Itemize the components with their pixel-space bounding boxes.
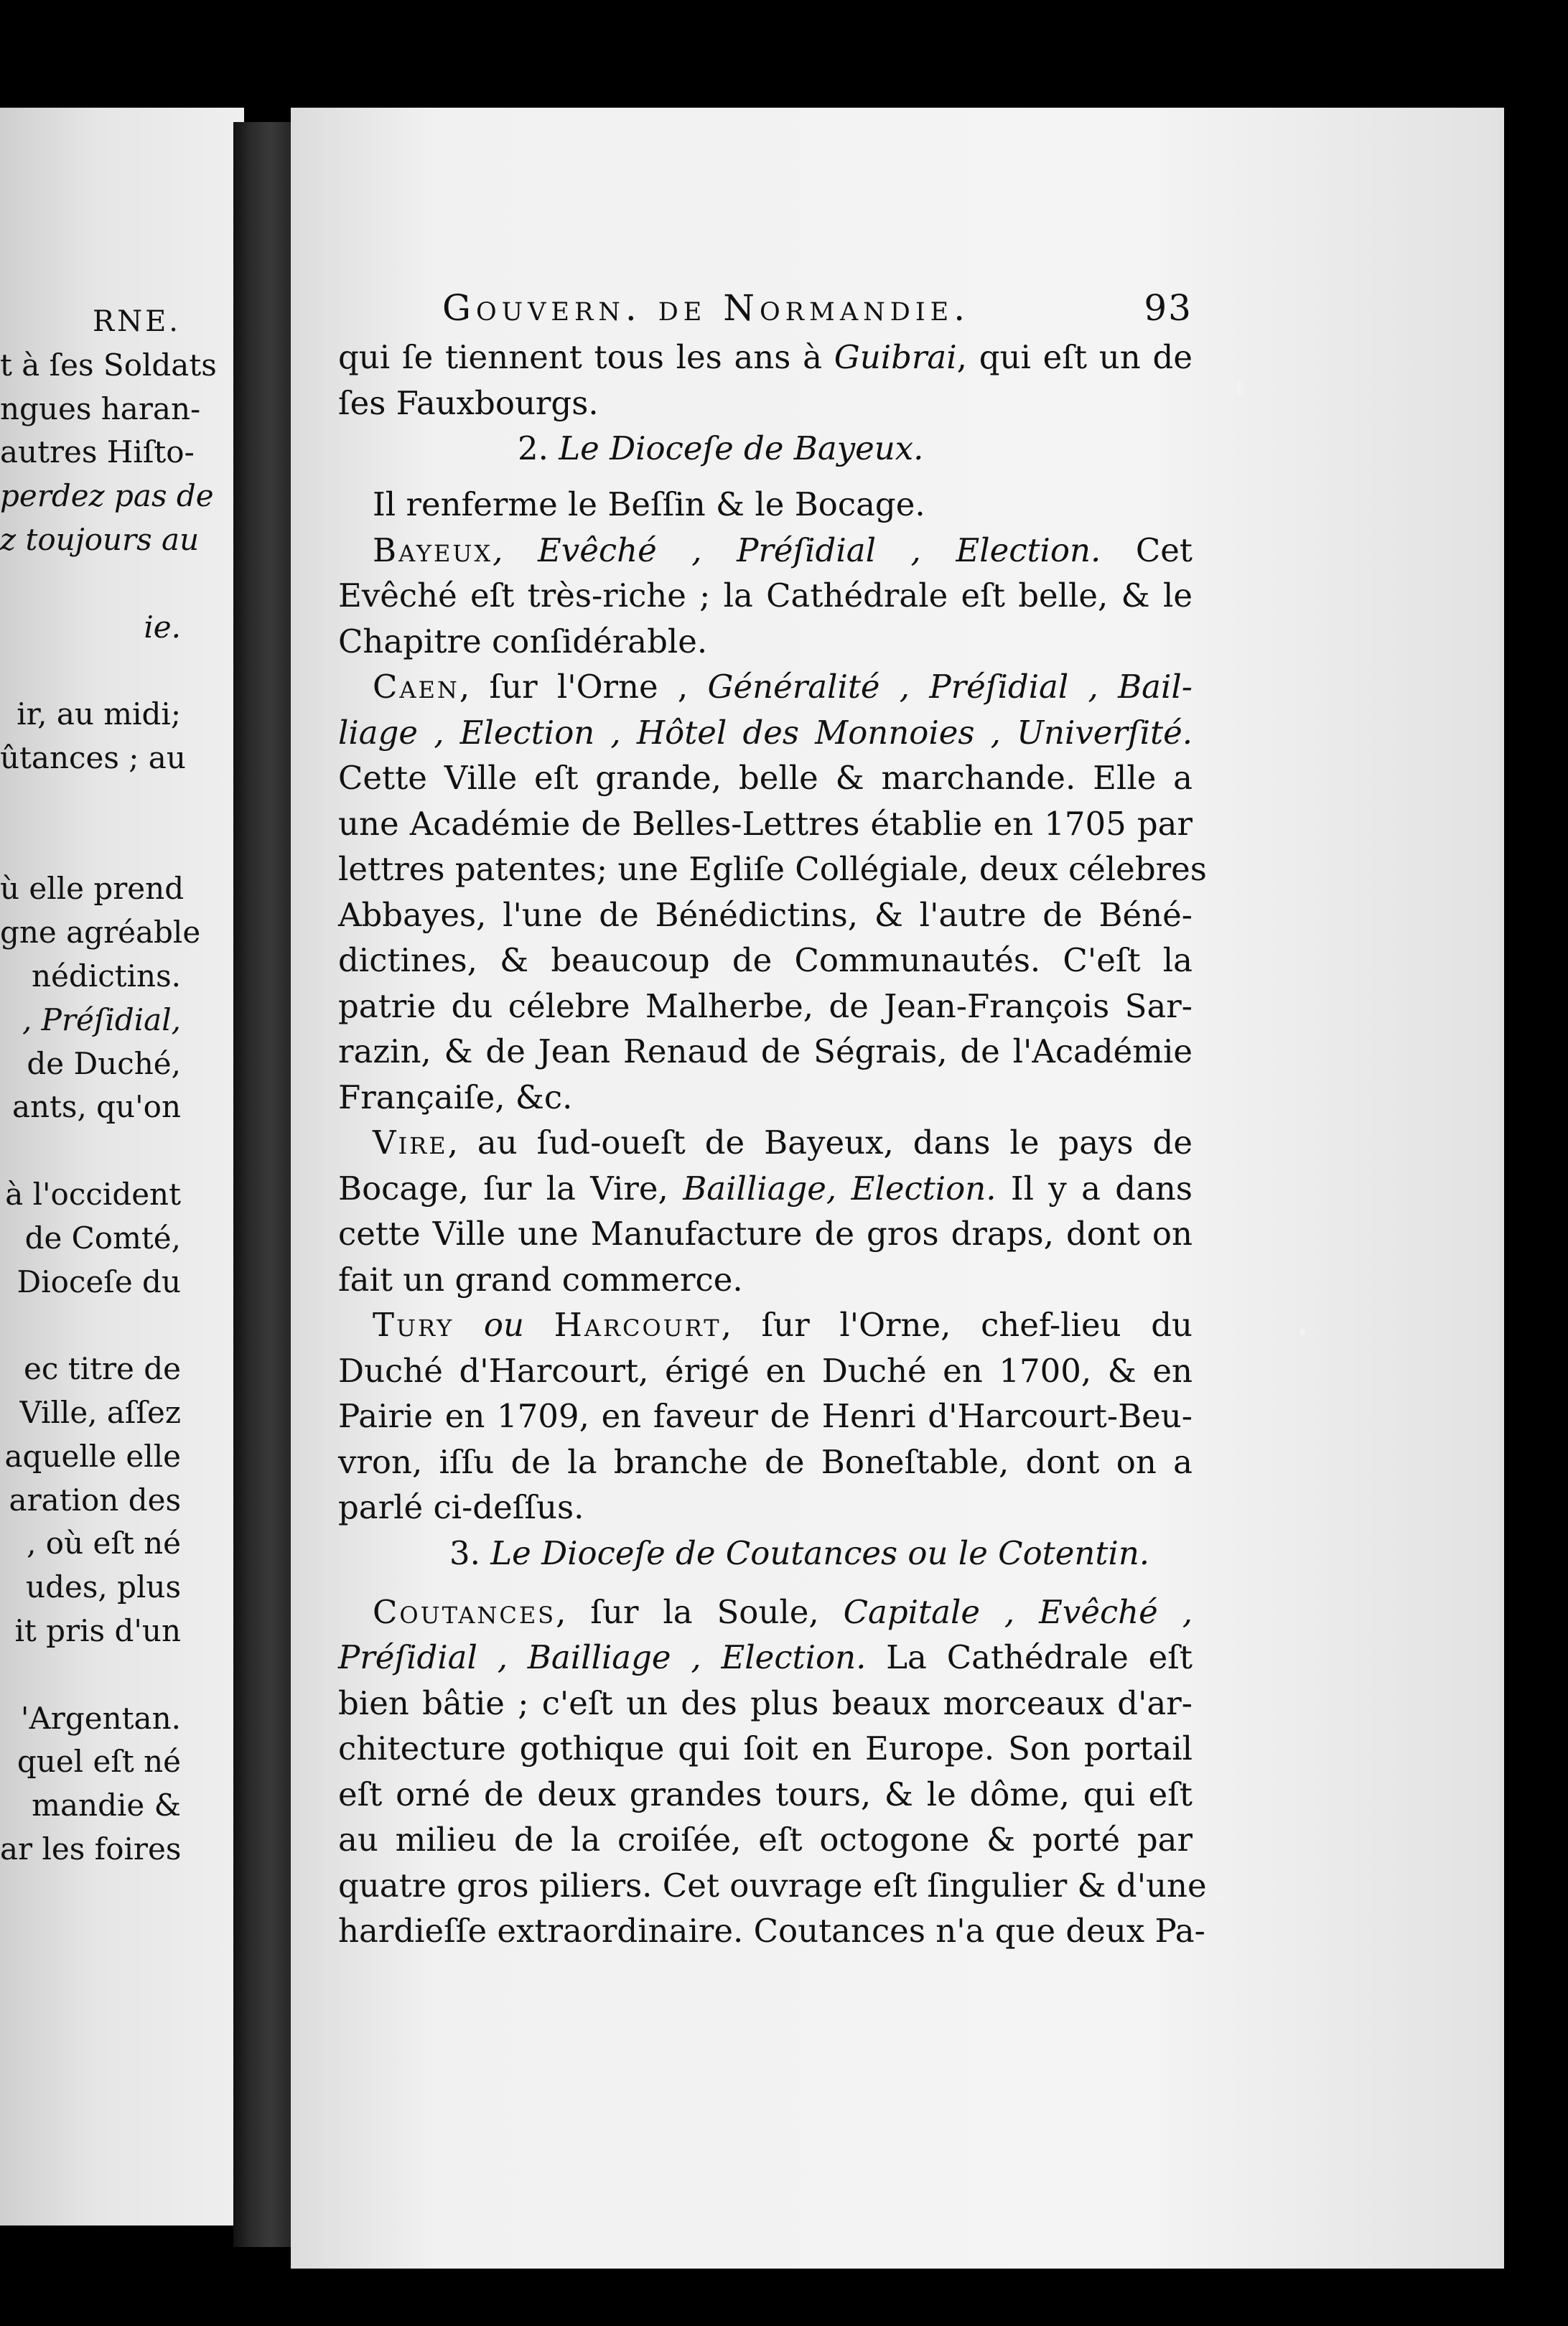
left-page-fragment: udes, plus	[26, 1569, 181, 1605]
left-page-fragment: mandie &	[32, 1788, 181, 1823]
running-head-title: Gouvern. de Normandie.	[442, 287, 971, 329]
section-heading-coutances: 3. Le Dioceſe de Coutances ou le Cotentin.	[449, 1533, 1150, 1572]
left-page-fragment: gne agréable	[0, 915, 201, 951]
left-page-fragment: de Comté,	[24, 1220, 181, 1256]
running-head	[338, 287, 1193, 335]
text-line: Françaiſe, &c.	[338, 1078, 573, 1116]
text-line: Evêché eſt très-riche ; la Cathédrale eſt belle, & le	[338, 576, 1193, 615]
left-page-fragment: t à ſes Soldats	[0, 347, 217, 383]
text-line: qui ſe tiennent tous les ans à Guibrai, qui eſt un de	[338, 338, 1193, 376]
left-page-fragment: à l'occident	[5, 1177, 181, 1212]
text-line: au milieu de la croiſée, eſt octogone & porté par	[338, 1821, 1193, 1859]
left-page-fragment: ngues haran-	[0, 391, 201, 426]
text-line: quatre gros piliers. Cet ouvrage eſt ſingulier & d'une	[338, 1866, 1207, 1905]
text-line: Pairie en 1709, en faveur de Henri d'Harcourt-Beu-	[338, 1397, 1193, 1435]
text-line: Caen, ſur l'Orne , Généralité , Préſidial , Bail-	[373, 668, 1193, 706]
text-line: bien bâtie ; c'eſt un des plus beaux morceaux d'ar-	[338, 1683, 1193, 1722]
text-line: eſt orné de deux grandes tours, & le dôme, qui eſt	[338, 1775, 1193, 1813]
left-page-fragment: RNE.	[92, 305, 181, 338]
text-line: Abbayes, l'une de Bénédictins, & l'autre de Béné-	[338, 895, 1193, 934]
text-line: Duché d'Harcourt, érigé en Duché en 1700, & en	[338, 1351, 1193, 1390]
film-speck	[1299, 1328, 1305, 1335]
left-page-fragment: 'Argentan.	[20, 1700, 181, 1736]
left-page-fragment: ir, au midi;	[17, 696, 181, 732]
left-page-fragment: ar les foires	[0, 1831, 182, 1867]
left-page-fragment: ie.	[144, 609, 181, 645]
left-page-fragment: ants, qu'on	[11, 1089, 181, 1125]
text-line: vron, iſſu de la branche de Boneſtable, dont on a	[338, 1442, 1193, 1481]
text-line: Bocage, ſur la Vire, Bailliage, Election. Il y a dans	[338, 1169, 1193, 1208]
left-page-fragment: de Duché,	[27, 1045, 181, 1081]
film-speck	[1236, 380, 1243, 396]
text-line: Chapitre conſidérable.	[338, 622, 708, 660]
text-line: patrie du célebre Malherbe, de Jean-François Sar-	[338, 986, 1193, 1025]
page-text	[338, 287, 1207, 1954]
page-number: 93	[1144, 287, 1193, 329]
text-line: fait un grand commerce.	[338, 1260, 743, 1299]
section-heading-bayeux: 2. Le Dioceſe de Bayeux.	[518, 429, 924, 467]
text-line: cette Ville une Manufacture de gros draps, dont on	[338, 1215, 1193, 1253]
left-page-fragment: , Préſidial,	[22, 1001, 181, 1037]
text-line: Il renferme le Beſſin & le Bocage.	[373, 485, 925, 523]
text-line: chitecture gothique qui ſoit en Europe. Son portail	[338, 1729, 1193, 1767]
text-line: Bayeux, Evêché , Préſidial , Election. Cet	[373, 531, 1193, 569]
text-line: liage , Election , Hôtel des Monnoies , Univerſité.	[338, 713, 1193, 752]
left-page-fragment: it pris d'un	[14, 1613, 181, 1648]
left-page-fragment: z toujours au	[0, 522, 200, 557]
text-line: Coutances, ſur la Soule, Capitale , Evêché ,	[373, 1592, 1193, 1631]
left-page-fragment: aration des	[9, 1482, 181, 1518]
text-line: lettres patentes; une Egliſe Collégiale, deux célebres	[338, 850, 1207, 888]
left-page-fragment: nédictins.	[31, 958, 181, 994]
left-page-fragment: autres Hiſto-	[0, 434, 195, 470]
left-page-fragment: , où eſt né	[27, 1526, 181, 1561]
right-page	[291, 108, 1504, 2269]
left-page-fragment: Dioceſe du	[17, 1264, 181, 1299]
text-line: hardieſſe extraordinaire. Coutances n'a que deux Pa-	[338, 1912, 1205, 1950]
film-speck	[1215, 1895, 1225, 1901]
left-page-fragment: perdez pas de	[0, 478, 214, 514]
left-page-fragment: aquelle elle	[4, 1438, 181, 1474]
text-line: Tury ou Harcourt, ſur l'Orne, chef-lieu du	[373, 1306, 1193, 1344]
text-line: une Académie de Belles-Lettres établie en 1705 par	[338, 804, 1193, 843]
text-line: ſes Fauxbourgs.	[338, 383, 599, 422]
text-line: Vire, au ſud-oueſt de Bayeux, dans le pays de	[373, 1124, 1193, 1162]
left-page-fragment: Ville, aſſez	[19, 1395, 181, 1430]
left-page	[0, 108, 244, 2225]
left-page-fragment: ûtances ; au	[0, 740, 186, 775]
text-line: Cette Ville eſt grande, belle & marchande. Elle a	[338, 759, 1193, 797]
left-page-fragment: quel eſt né	[17, 1744, 181, 1780]
text-line: parlé ci-deſſus.	[338, 1488, 584, 1526]
text-line: dictines, & beaucoup de Communautés. C'eſt la	[338, 941, 1193, 979]
left-page-fragment: ec titre de	[24, 1351, 181, 1387]
left-page-fragment: ù elle prend	[0, 871, 185, 907]
text-line: Préſidial , Bailliage , Election. La Cathédrale eſt	[338, 1638, 1193, 1676]
text-line: razin, & de Jean Renaud de Ségrais, de l'Académie	[338, 1032, 1193, 1070]
